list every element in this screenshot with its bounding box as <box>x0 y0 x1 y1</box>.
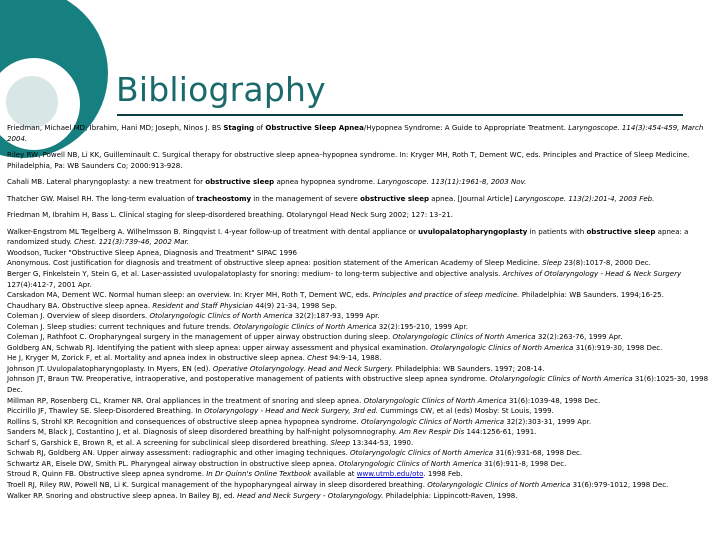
reference-text-italic: Otolaryngology - Head and Neck Surgery, 3rd ed. <box>204 406 379 416</box>
reference-text: of <box>254 123 266 132</box>
reference-text-italic: Sleep <box>542 258 562 268</box>
reference-text-italic: Otolaryngologic Clinics of North America <box>349 448 494 458</box>
reference-text: . 1998 Feb. <box>423 469 463 479</box>
reference-text-italic: Otolaryngologic Clinics of North America <box>360 416 505 426</box>
reference-entry <box>7 258 715 269</box>
reference-text: Thatcher GW. Maisel RH. The long-term evaluation of <box>7 193 197 203</box>
reference-text: Chaudhary BA. Obstructive sleep apnea. <box>7 300 153 310</box>
reference-text-italic: Otolaryngologic Clinics of North America <box>233 321 377 331</box>
reference-entry <box>7 248 715 259</box>
reference-text: in the management of severe <box>251 193 361 203</box>
reference-text: He J, Kryger M, Zorick F, et al. Mortality and apnea index in obstructive sleep apnea. <box>7 353 308 363</box>
reference-text: Coleman J. Overview of sleep disorders. <box>7 311 150 321</box>
reference-text-italic: Archives of Otolaryngology - Head & Neck Surgery <box>502 269 682 279</box>
reference-entry <box>7 332 715 343</box>
reference-text-bold: obstructive sleep <box>205 177 275 187</box>
bibliography-list <box>7 123 715 501</box>
reference-text-italic: Chest <box>307 353 328 363</box>
reference-text-italic: Sleep <box>330 437 351 447</box>
reference-text: Stroud R, Quinn FB. Obstructive sleep apnea syndrome. <box>7 469 207 479</box>
reference-text-bold: obstructive sleep <box>360 193 430 203</box>
reference-text-bold: uvulopalatopharyngoplasty <box>418 226 528 236</box>
reference-text: Cahali MB. Lateral pharyngoplasty: a new treatment for <box>7 177 206 187</box>
reference-text: Woodson, Tucker "Obstructive Sleep Apnea, Diagnosis and Treatment" SIPAC 1996 <box>7 247 298 257</box>
title-underline <box>117 114 683 116</box>
reference-text: Millman RP, Rosenberg CL, Kramer NR. Oral appliances in the treatment of snoring and sleep apnea. <box>7 395 364 405</box>
reference-text-italic: Am Rev Respir Dis <box>399 427 465 437</box>
reference-entry <box>7 469 715 480</box>
reference-entry <box>7 194 715 205</box>
reference-text: in patients with <box>527 226 587 236</box>
reference-text: Cummings CW, et al (eds) Mosby: St Louis, 1999. <box>378 406 554 416</box>
decorative-circle-small <box>6 76 58 128</box>
reference-text: Schwartz AR, Eisele DW, Smith PL. Pharyngeal airway obstruction in obstructive sleep apnea. <box>7 458 339 468</box>
reference-entry <box>7 301 715 312</box>
reference-entry <box>7 290 715 301</box>
reference-text: 127(4):412-7, 2001 Apr. <box>7 279 92 289</box>
reference-text: 31(6):931-68, 1998 Dec. <box>493 448 583 458</box>
reference-text: 44(9) 21-34, 1998 Sep. <box>252 300 338 310</box>
reference-entry <box>7 480 715 491</box>
reference-entry <box>7 210 715 221</box>
reference-text-italic: Resident and Staff Physician <box>152 300 253 310</box>
reference-text: Goldberg AN, Schwab RJ. Identifying the patient with sleep apnea: upper airway assessment and physical examination. <box>7 342 431 352</box>
reference-text: Walker RP. Snoring and obstructive sleep apnea. In Bailey BJ, ed. <box>7 490 238 500</box>
reference-text-italic: Otolaryngologic Clinics of North America <box>392 332 536 342</box>
reference-text: Sanders M, Black J, Costantino J, et al. Diagnosis of sleep disordered breathing by half-night polysomnography. <box>7 427 400 437</box>
reference-text: Coleman J. Sleep studies: current techniques and future trends. <box>7 321 234 331</box>
reference-entry <box>7 396 715 407</box>
reference-text: apnea. [Journal Article] <box>429 193 515 203</box>
reference-text: available at <box>311 469 357 479</box>
reference-text-italic: Otolaryngologic Clinics of North America <box>430 342 574 352</box>
reference-text-bold: tracheostomy <box>196 193 252 203</box>
reference-text: 31(6):911-8, 1998 Dec. <box>481 458 567 468</box>
reference-text: 23(8):1017-8, 2000 Dec. <box>561 258 651 268</box>
reference-text: Scharf S, Garshick E, Brown R, et al. A screening for subclinical sleep disordered breathing. <box>7 437 331 447</box>
reference-text-italic: Laryngoscope. 113(2):201-4, 2003 Feb. <box>514 193 655 203</box>
reference-text: 31(6):1039-48, 1998 Dec. <box>506 395 601 405</box>
reference-text-italic: Chest. 121(3):739-46, 2002 Mar. <box>74 237 190 247</box>
reference-entry <box>7 177 715 188</box>
reference-text: Carskadon MA, Dement WC. Normal human sleep: an overview. In: Kryer MH, Roth T, Dement WC, eds. <box>7 290 373 300</box>
reference-text: Walker-Engstrom ML Tegelberg A. Wilhelmsson B. Ringqvist I. 4-year follow-up of treatment with dental appliance or <box>7 226 419 236</box>
reference-entry <box>7 353 715 364</box>
reference-text-italic: Otolaryngologic Clinics of North America <box>427 479 571 489</box>
reference-text: Coleman J, Rathfoot C. Oropharyngeal surgery in the management of upper airway obstruction during sleep. <box>7 332 393 342</box>
reference-text-italic: In Dr Quinn's Online Textbook <box>206 469 312 479</box>
reference-entry <box>7 150 715 171</box>
reference-text: Johnson JT, Braun TW. Preoperative, intraoperative, and postoperative management of patients with obstructive sleep apnea syndrome. <box>7 374 490 384</box>
slide-title: Bibliography <box>116 70 326 109</box>
reference-entry <box>7 406 715 417</box>
reference-text: Johnson JT. Uvulopalatopharyngoplasty. In Myers, EN (ed). <box>7 363 213 373</box>
reference-text: 31(6):1025-30, 1998 Dec. <box>7 374 709 395</box>
reference-text: /Hypopnea Syndrome: A Guide to Appropriate Treatment. <box>363 123 569 132</box>
reference-text: Troell RJ, Riley RW, Powell NB, Li K. Surgical management of the hypopharyngeal airway in sleep disordered breathing. <box>7 479 428 489</box>
reference-link[interactable]: www.utmb.edu/oto <box>356 469 424 479</box>
reference-text: Rollins S, Strohl KP. Recognition and consequences of obstructive sleep apnea hypopnea syndrome. <box>7 416 361 426</box>
reference-entry <box>7 269 715 290</box>
reference-text: Friedman, Michael MD; Ibrahim, Hani MD; Joseph, Ninos J. BS <box>7 123 224 132</box>
reference-entry <box>7 448 715 459</box>
reference-text-italic: Otolaryngologic Clinics of North America <box>338 458 482 468</box>
reference-entry <box>7 343 715 354</box>
reference-text: Friedman M, Ibrahim H, Bass L. Clinical staging for sleep-disordered breathing. Otolaryngol Head Neck Surg 2002; 127: 13–21. <box>7 210 454 220</box>
reference-text: 32(2):303-31, 1999 Apr. <box>504 416 592 426</box>
reference-entry <box>7 364 715 375</box>
reference-entry <box>7 123 715 144</box>
reference-text: apnea hypopnea syndrome. <box>274 177 378 187</box>
reference-text-italic: Principles and practice of sleep medicine. <box>372 290 520 300</box>
reference-text-italic: Head and Neck Surgery - Otolaryngology. <box>237 490 384 500</box>
reference-text: 31(6):919-30, 1998 Dec. <box>573 342 663 352</box>
reference-text: 94:9-14, 1988. <box>327 353 382 363</box>
reference-entry <box>7 227 715 248</box>
reference-text: 13:344-53, 1990. <box>350 437 414 447</box>
reference-entry <box>7 374 715 395</box>
reference-text-italic: Laryngoscope. 114(3):454-459, March 2004. <box>7 123 704 143</box>
reference-entry <box>7 491 715 502</box>
reference-text: Berger G, Finkelstein Y, Stein G, et al. Laser-assisted uvulopalatoplasty for snoring: medium- to long-term subjective and objective analysis. <box>7 269 503 279</box>
reference-entry <box>7 311 715 322</box>
reference-text-italic: Otolaryngologic Clinics of North America <box>363 395 507 405</box>
reference-text: 32(2):195-210, 1999 Apr. <box>376 321 468 331</box>
reference-text: Schwab RJ, Goldberg AN. Upper airway assessment: radiographic and other imaging techniques. <box>7 448 350 458</box>
reference-text-italic: Otolaryngologic Clinics of North America <box>149 311 293 321</box>
reference-text-bold: Obstructive Sleep Apnea <box>265 123 364 132</box>
reference-text-bold: Staging <box>223 123 255 132</box>
reference-text: Philadelphia: Lippincott-Raven, 1998. <box>383 490 518 500</box>
reference-text-italic: Otolaryngologic Clinics of North America <box>489 374 633 384</box>
reference-text: 32(2):263-76, 1999 Apr. <box>535 332 623 342</box>
reference-text: 144:1256-61, 1991. <box>464 427 537 437</box>
reference-text-bold: obstructive sleep <box>586 226 656 236</box>
reference-text: Riley RW, Powell NB, Li KK, Guilleminault C. Surgical therapy for obstructive sleep apnea–hypopnea syndrome. In: Kryger MH, Roth T, Dement WC, eds. Principles and Practice of Sleep Medicine. Philadelphia, Pa: WB Saunders Co; 2000:913-928. <box>7 150 690 170</box>
reference-entry <box>7 417 715 428</box>
reference-entry <box>7 322 715 333</box>
reference-entry <box>7 459 715 470</box>
reference-entry <box>7 427 715 438</box>
reference-text: Anonymous. Cost justification for diagnosis and treatment of obstructive sleep apnea: position statement of the American Academy of Sleep Medicine. <box>7 258 543 268</box>
reference-text: Philadelphia: WB Saunders. 1997; 208-14. <box>393 363 545 373</box>
reference-text: apnea: a randomized study. <box>7 226 689 247</box>
reference-text: 32(2):187-93, 1999 Apr. <box>292 311 380 321</box>
reference-text-italic: Operative Otolaryngology. Head and Neck Surgery. <box>212 363 394 373</box>
reference-text: Piccirillo JF, Thawley SE. Sleep-Disordered Breathing. In <box>7 406 205 416</box>
reference-text: Philadelphia: WB Saunders. 1994;16-25. <box>519 290 664 300</box>
reference-text-italic: Laryngoscope. 113(11):1961-8, 2003 Nov. <box>377 177 527 187</box>
reference-text: 31(6):979-1012, 1998 Dec. <box>570 479 669 489</box>
reference-entry <box>7 438 715 449</box>
